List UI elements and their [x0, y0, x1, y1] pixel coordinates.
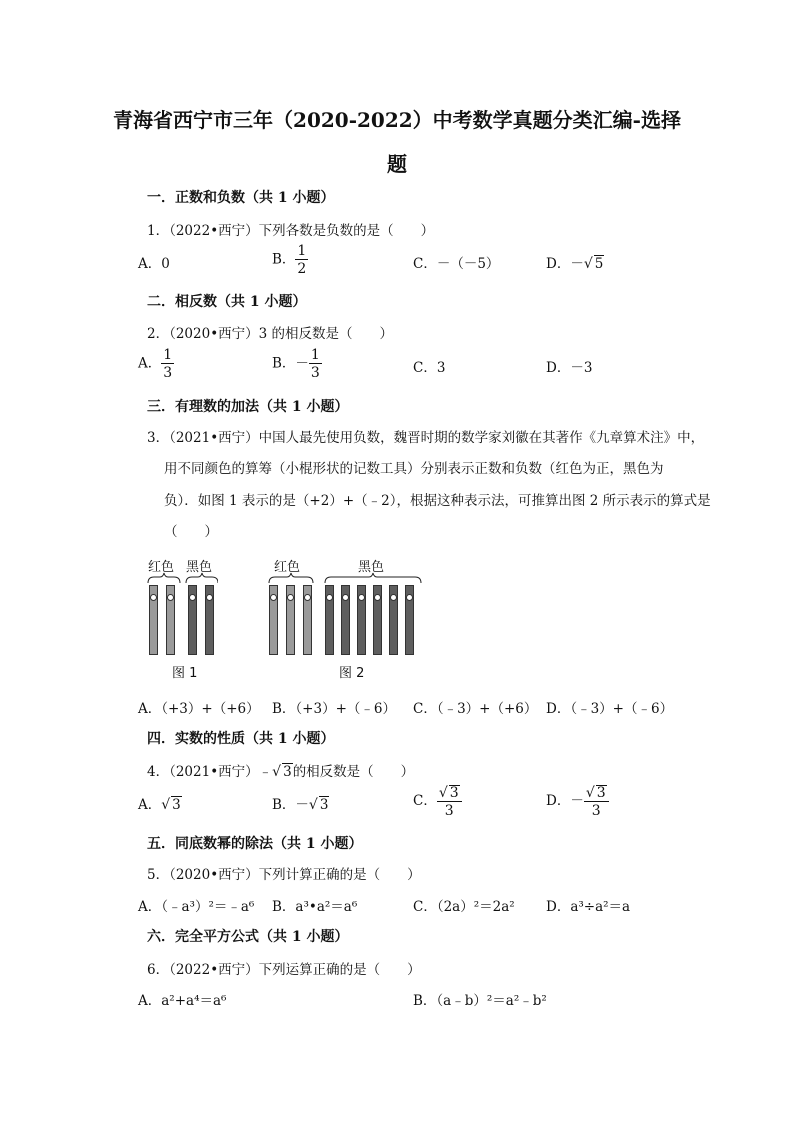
- q5-option-a: A．（﹣a³）²＝﹣a⁶: [138, 899, 255, 915]
- q4-option-a: A．√ 3: [138, 797, 181, 813]
- section-heading: 四．实数的性质（共 1 小题）: [147, 731, 335, 747]
- q3-option-d: D．（﹣3）+（﹣6）: [546, 701, 674, 717]
- section-heading: 二．相反数（共 1 小题）: [147, 294, 307, 310]
- q2-option-b: B．－ $\frac{1}{3}$: [272, 347, 320, 381]
- page-title-line2: 题: [387, 152, 407, 176]
- q3-option-a: A．（+3）+（+6）: [138, 701, 260, 717]
- black-rod: [188, 585, 197, 655]
- fig2-black-label: 黑色: [358, 560, 385, 575]
- red-rod: [303, 585, 312, 655]
- q1-option-a: A．0: [138, 256, 170, 272]
- fig2-caption: 图 2: [339, 666, 365, 681]
- q4-option-d: D．－ $\frac{√ 3}{3}$: [546, 785, 609, 818]
- black-rod: [341, 585, 350, 655]
- black-rod: [325, 585, 334, 655]
- fraction: $\frac{√ 3}{3}$: [584, 785, 609, 818]
- q6-option-a: A．a²+a⁴＝a⁶: [138, 993, 227, 1009]
- red-rod: [149, 585, 158, 655]
- black-rod: [405, 585, 414, 655]
- red-rod: [286, 585, 295, 655]
- section-heading: 三．有理数的加法（共 1 小题）: [147, 399, 349, 415]
- question-4-stem: 4．（2021•西宁）﹣√ 3的相反数是（ ）: [147, 764, 415, 780]
- question-3-line2: 用不同颜色的算筹（小棍形状的记数工具）分别表示正数和负数（红色为正，黑色为: [164, 461, 664, 477]
- question-2-stem: 2．（2020•西宁）3 的相反数是（ ）: [147, 326, 394, 342]
- q2-option-d: D．－3: [546, 360, 593, 376]
- fraction: $\frac{√ 3}{3}$: [437, 785, 462, 818]
- section-heading: 一．正数和负数（共 1 小题）: [147, 190, 335, 206]
- q2-option-c: C．3: [413, 360, 446, 376]
- q4-option-b: B．－√ 3: [272, 797, 329, 813]
- question-3-line3: 负）．如图 1 表示的是（+2）+（﹣2），根据这种表示法，可推算出图 2 所示表示的算式是: [164, 493, 711, 509]
- black-rod: [205, 585, 214, 655]
- page-title: 青海省西宁市三年（2020-2022）中考数学真题分类汇编-选择: [113, 108, 681, 132]
- q3-option-b: B．（+3）+（﹣6）: [272, 701, 396, 717]
- question-6-stem: 6．（2022•西宁）下列运算正确的是（ ）: [147, 962, 421, 978]
- black-rod: [357, 585, 366, 655]
- q1-option-c: C．－（－5）: [413, 256, 500, 272]
- fig1-caption: 图 1: [172, 666, 198, 681]
- section-heading: 五．同底数幂的除法（共 1 小题）: [147, 836, 363, 852]
- question-3-line4: （ ）: [164, 524, 218, 540]
- black-rod: [373, 585, 382, 655]
- red-rod: [166, 585, 175, 655]
- q2-option-a: A． $\frac{1}{3}$: [138, 347, 173, 381]
- q3-option-c: C．（﹣3）+（+6）: [413, 701, 538, 717]
- fig1-black-label: 黑色: [186, 560, 213, 575]
- q5-option-b: B．a³•a²＝a⁶: [272, 899, 358, 915]
- fraction: $\frac{1}{2}$: [297, 243, 307, 277]
- q1-option-d: D．－√ 5: [546, 256, 604, 272]
- q5-option-d: D．a³÷a²＝a: [546, 899, 631, 915]
- fraction: $\frac{1}{3}$: [310, 347, 320, 381]
- q1-option-b: B． $\frac{1}{2}$: [272, 243, 307, 277]
- q6-option-b: B．（a﹣b）²＝a²﹣b²: [413, 993, 547, 1009]
- fig1-red-label: 红色: [148, 560, 175, 575]
- question-5-stem: 5．（2020•西宁）下列计算正确的是（ ）: [147, 867, 421, 883]
- fig1-braces: [146, 572, 218, 584]
- fig2-braces: [267, 572, 427, 584]
- q4-option-c: C． $\frac{√ 3}{3}$: [413, 785, 462, 818]
- question-1-stem: 1．（2022•西宁）下列各数是负数的是（ ）: [147, 223, 435, 239]
- q5-option-c: C．（2a）²＝2a²: [413, 899, 515, 915]
- fig2-red-label: 红色: [274, 560, 301, 575]
- red-rod: [269, 585, 278, 655]
- section-heading: 六．完全平方公式（共 1 小题）: [147, 929, 349, 945]
- black-rod: [389, 585, 398, 655]
- fraction: $\frac{1}{3}$: [163, 347, 173, 381]
- question-3-line1: 3．（2021•西宁）中国人最先使用负数，魏晋时期的数学家刘徽在其著作《九章算术注》中，: [147, 430, 705, 446]
